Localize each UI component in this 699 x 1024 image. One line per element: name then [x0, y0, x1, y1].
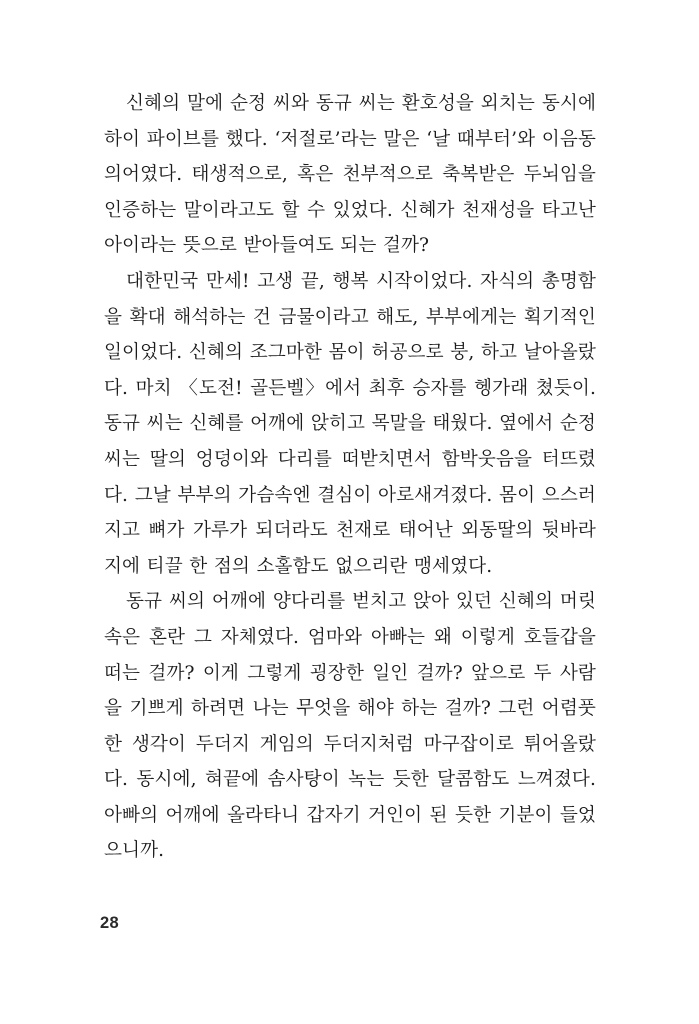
page-text-block	[104, 86, 596, 869]
paragraph-3: 동규 씨의 어깨에 양다리를 벋치고 앉아 있던 신혜의 머릿속은 혼란 그 자체였다. 엄마와 아빠는 왜 이렇게 호들갑을 떠는 걸까? 이게 그렇게 굉장한 일인 걸까? 앞으로 두 사람을 기쁘게 하려면 나는 무엇을 해야 하는 걸까? 그런 어렴풋한 생각이 두더지 게임의 두더지처럼 마구잡이로 튀어올랐다. 동시에, 혀끝에 솜사탕이 녹는 듯한 달콤함도 느껴졌다. 아빠의 어깨에 올라타니 갑자기 거인이 된 듯한 기분이 들었으니까.	[104, 591, 596, 862]
page-number: 28	[100, 914, 119, 932]
paragraph-2: 대한민국 만세! 고생 끝, 행복 시작이었다. 자식의 총명함을 확대 해석하는 건 금물이라고 해도, 부부에게는 획기적인 일이었다. 신혜의 조그마한 몸이 허공으로 붕, 하고 날아올랐다. 마치 〈도전! 골든벨〉에서 최후 승자를 헹가래 쳤듯이. 동규 씨는 신혜를 어깨에 앉히고 목말을 태웠다. 옆에서 순정 씨는 딸의 엉덩이와 다리를 떠받치면서 함박웃음을 터뜨렸다. 그날 부부의 가슴속엔 결심이 아로새겨졌다. 몸이 으스러지고 뼈가 가루가 되더라도 천재로 태어난 외동딸의 뒷바라지에 티끌 한 점의 소홀함도 없으리란 맹세였다.	[104, 270, 596, 577]
paragraph-1: 신혜의 말에 순정 씨와 동규 씨는 환호성을 외치는 동시에 하이 파이브를 했다. ‘저절로’라는 말은 ‘날 때부터’와 이음동의어였다. 태생적으로, 혹은 천부적으로 축복받은 두뇌임을 인증하는 말이라고도 할 수 있었다. 신혜가 천재성을 타고난 아이라는 뜻으로 받아들여도 되는 걸까?	[104, 93, 596, 257]
